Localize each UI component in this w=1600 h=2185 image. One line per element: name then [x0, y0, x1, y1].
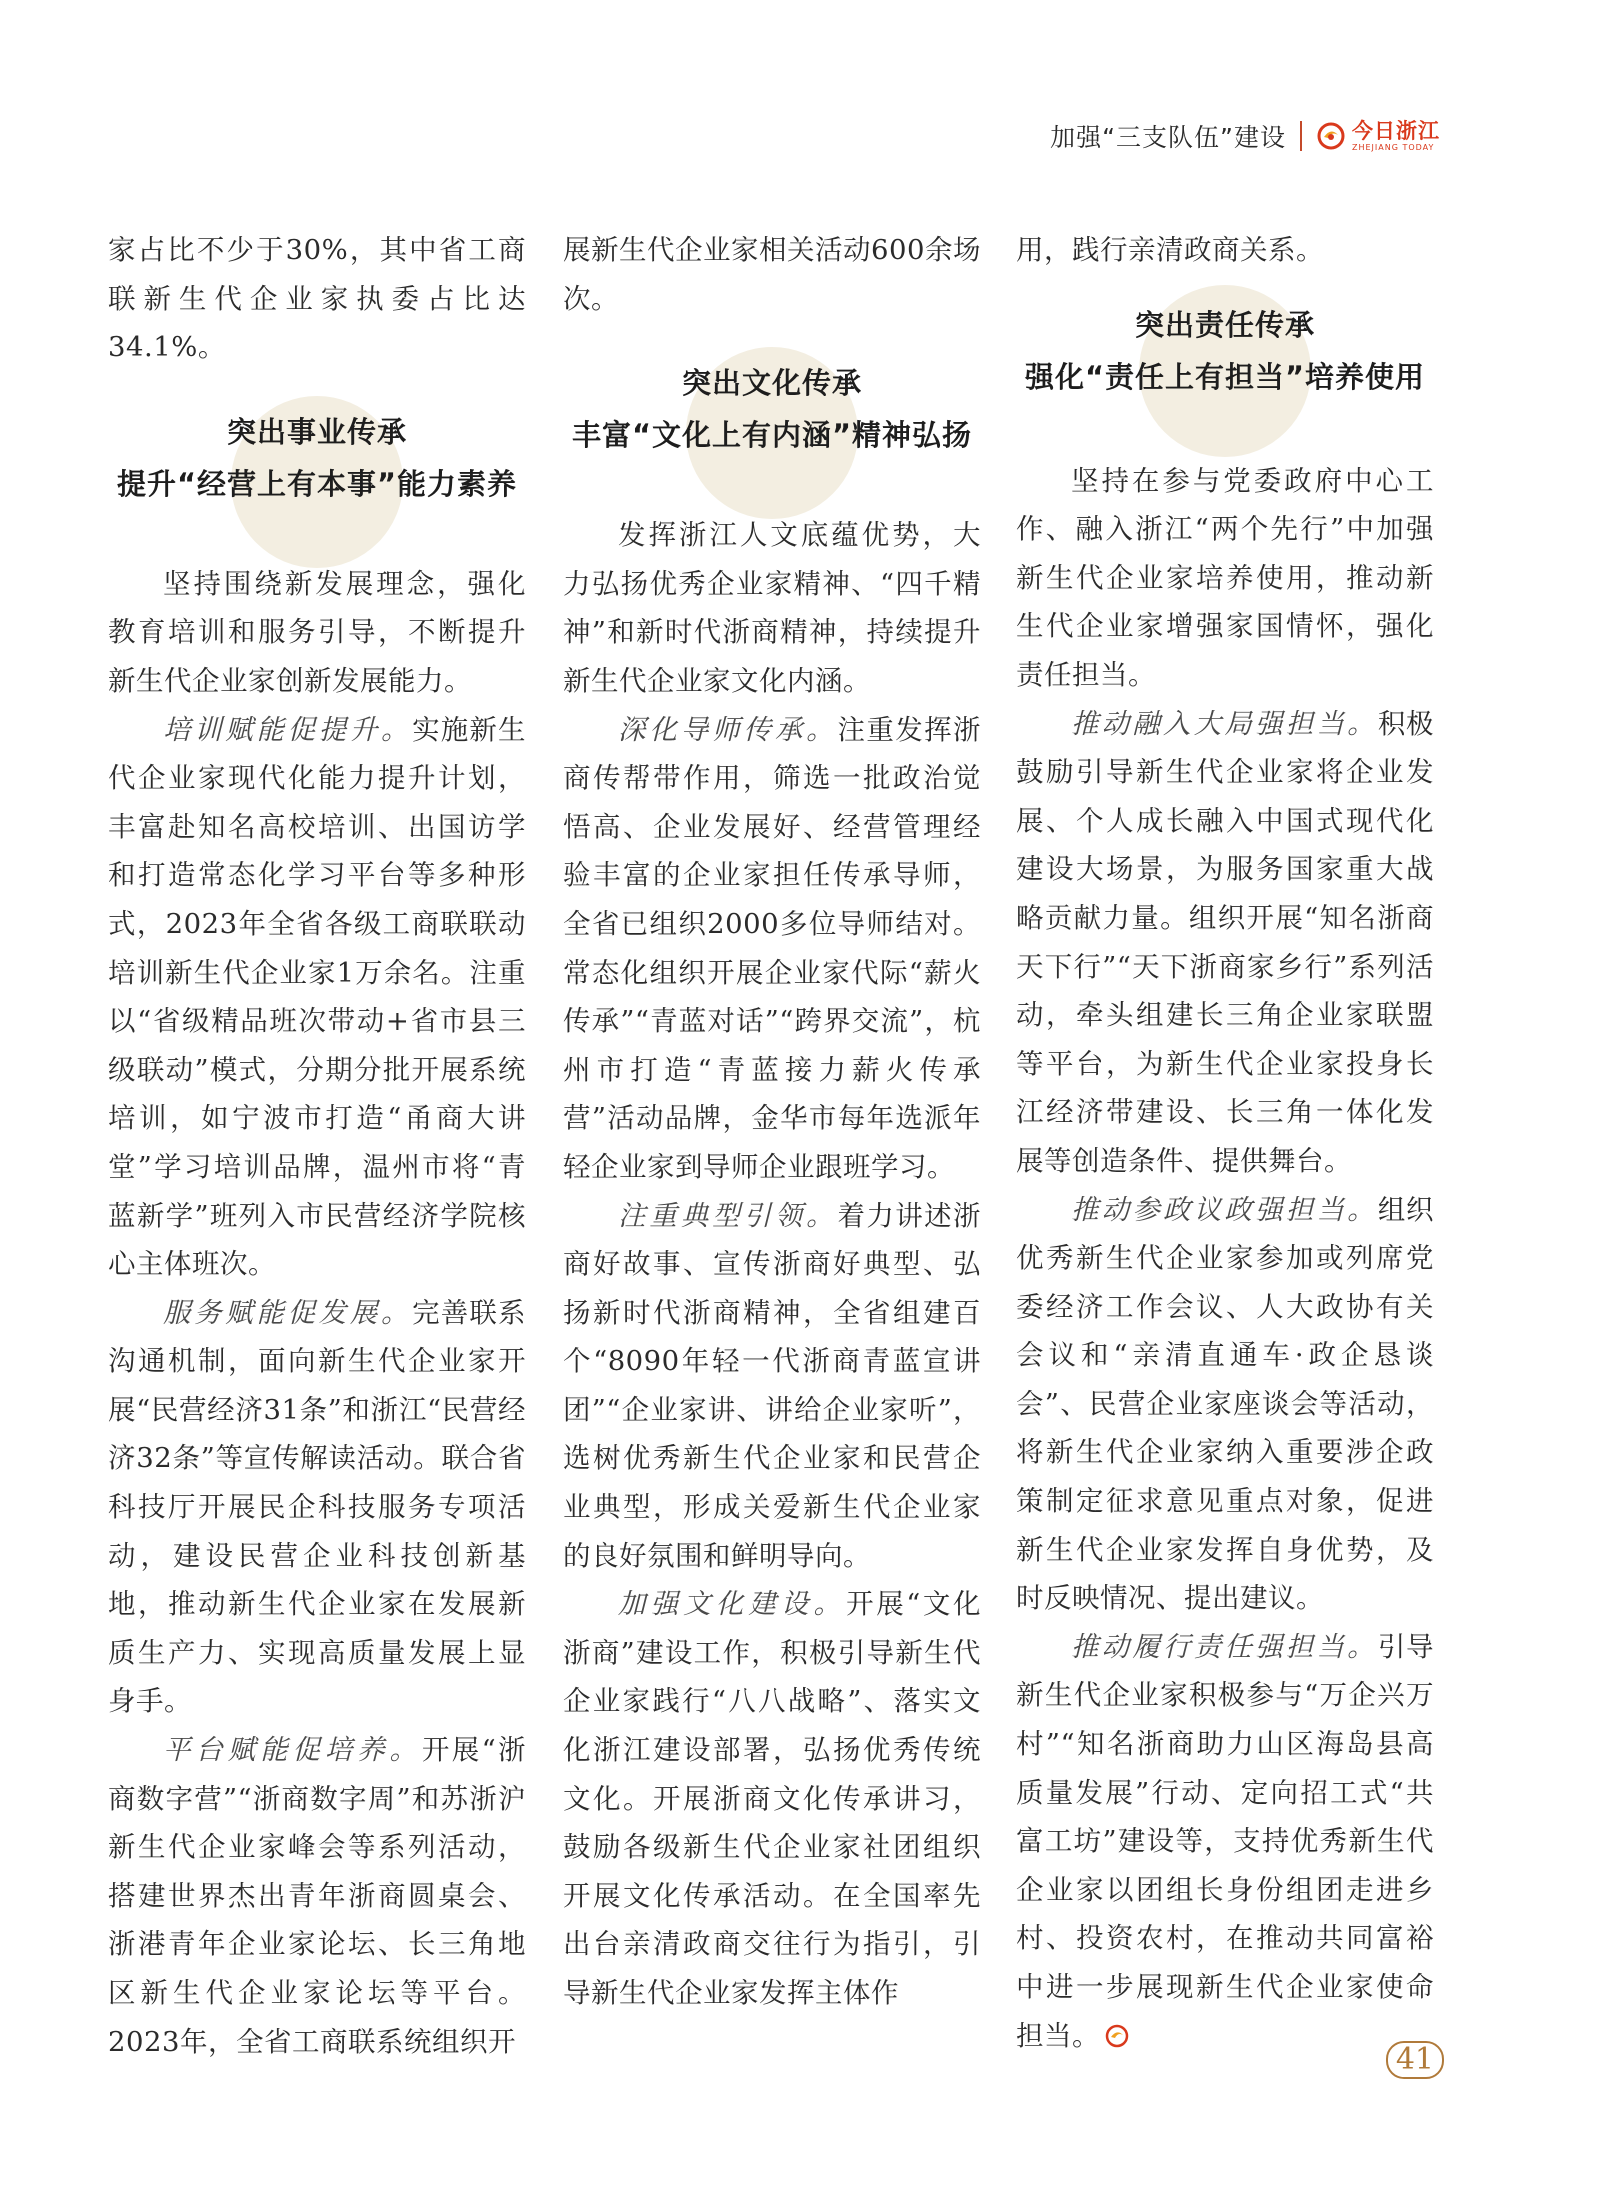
- page-number: 41: [1386, 2041, 1444, 2079]
- col2-paragraph-3: [563, 706, 981, 1192]
- col3-paragraph-1: 用，践行亲清政商关系。: [1016, 234, 1324, 266]
- col1-paragraph-4: [108, 1289, 526, 1726]
- col1-lead-3: 培训赋能促提升。: [163, 713, 413, 746]
- page-header: [1050, 118, 1440, 154]
- col2-body-4: 着力讲述浙商好故事、宣传浙商好典型、弘扬新时代浙商精神，全省组建百个“8090年轻一代浙商青蓝宣讲团”“企业家讲、讲给企业家听”，选树优秀新生代企业家和民营企业典型，形成关爱新生代企业家的良好氛围和鲜明导向。: [563, 1199, 982, 1572]
- col2-section-heading: [563, 357, 981, 471]
- col1-lead-4: 服务赋能促发展。: [163, 1296, 413, 1329]
- col3-heading-line-2: 强化“责任上有担当”培养使用: [1024, 359, 1426, 394]
- col2-lead-4: 注重典型引领。: [618, 1199, 838, 1232]
- col3-body-3: 积极鼓励引导新生代企业家将企业发展、个人成长融入中国式现代化建设大场景，为服务国家重大战略贡献力量。组织开展“知名浙商天下行”“天下浙商家乡行”系列活动，牵头组建长三角企业家联盟等平台，为新生代企业家投身长江经济带建设、长三角一体化发展等创造条件、提供舞台。: [1016, 707, 1435, 1177]
- col1-paragraph-1: 家占比不少于30%，其中省工商联新生代企业家执委占比达34.1%。: [108, 234, 526, 364]
- col1-heading-line-1: 突出事业传承: [226, 414, 407, 449]
- col3-section-heading: [1016, 299, 1434, 413]
- col2-paragraph-1: 展新生代企业家相关活动600余场次。: [563, 234, 981, 315]
- col2-heading-line-1: 突出文化传承: [681, 366, 862, 401]
- col1-paragraph-5: [108, 1726, 526, 2066]
- col3-lead-3: 推动融入大局强担当。: [1071, 707, 1378, 740]
- col3-paragraph-4: [1016, 1186, 1434, 1623]
- col2-paragraph-5: [563, 1580, 981, 2017]
- col1-paragraph-2: 坚持围绕新发展理念，强化教育培训和服务引导，不断提升新生代企业家创新发展能力。: [108, 567, 526, 697]
- col2-lead-3: 深化导师传承。: [618, 713, 838, 746]
- col2-body-3: 注重发挥浙商传帮带作用，筛选一批政治觉悟高、企业发展好、经营管理经验丰富的企业家担任传承导师，全省已组织2000多位导师结对。常态化组织开展企业家代际“薪火传承”“青蓝对话”“跨界交流”，杭州市打造“青蓝接力薪火传承营”活动品牌，金华市每年选派年轻企业家到导师企业跟班学习。: [563, 713, 982, 1183]
- col3-body-5: 引导新生代企业家积极参与“万企兴万村”“知名浙商助力山区海岛县高质量发展”行动、定向招工式“共富工坊”建设等，支持优秀新生代企业家以团组长身份组团走进乡村、投资农村，在推动共同富裕中进一步展现新生代企业家使命担当。: [1016, 1630, 1435, 2052]
- col2-body-5: 开展“文化浙商”建设工作，积极引导新生代企业家践行“八八战略”、落实文化浙江建设部署，弘扬优秀传统文化。开展浙商文化传承讲习，鼓励各级新生代企业家社团组织开展文化传承活动。在全国率先出台亲清政商交往行为指引，引导新生代企业家发挥主体作: [563, 1588, 982, 2009]
- article-end-mark-icon: [1104, 2023, 1130, 2049]
- column-2: [563, 226, 981, 2018]
- brand-logo: [1316, 118, 1440, 152]
- col1-body-4: 完善联系沟通机制，面向新生代企业家开展“民营经济31条”和浙江“民营经济32条”等宣传解读活动。联合省科技厅开展民企科技服务专项活动，建设民营企业科技创新基地，推动新生代企业家在发展新质生产力、实现高质量发展上显身手。: [108, 1296, 527, 1718]
- col3-paragraph-2: 坚持在参与党委政府中心工作、融入浙江“两个先行”中加强新生代企业家培养使用，推动新生代企业家增强家国情怀，强化责任担当。: [1016, 464, 1434, 691]
- section-title: 加强“三支队伍”建设: [1050, 123, 1286, 152]
- col2-heading-line-2: 丰富“文化上有内涵”精神弘扬: [571, 418, 973, 453]
- column-1: [108, 226, 526, 2066]
- brand-name-cn: 今日浙江: [1352, 118, 1440, 143]
- col1-lead-5: 平台赋能促培养。: [163, 1734, 422, 1767]
- col3-lead-5: 推动履行责任强担当。: [1071, 1630, 1378, 1663]
- col2-paragraph-2: 发挥浙江人文底蕴优势，大力弘扬优秀企业家精神、“四千精神”和新时代浙商精神，持续提升新生代企业家文化内涵。: [563, 519, 981, 697]
- col1-section-heading: [108, 406, 526, 520]
- column-3: [1016, 226, 1434, 2060]
- brand-name-en: ZHEJIANG TODAY: [1352, 142, 1435, 152]
- col2-paragraph-4: [563, 1192, 981, 1581]
- col3-heading-line-1: 突出责任传承: [1134, 307, 1315, 342]
- sun-swirl-logo-icon: [1316, 121, 1346, 151]
- col1-paragraph-3: [108, 706, 526, 1289]
- col2-lead-5: 加强文化建设。: [618, 1588, 847, 1621]
- header-divider: [1300, 121, 1302, 151]
- col3-lead-4: 推动参政议政强担当。: [1071, 1193, 1378, 1226]
- col1-heading-line-2: 提升“经营上有本事”能力素养: [116, 466, 518, 501]
- col1-body-5: 开展“浙商数字营”“浙商数字周”和苏浙沪新生代企业家峰会等系列活动，搭建世界杰出青年浙商圆桌会、浙港青年企业家论坛、长三角地区新生代企业家论坛等平台。2023年，全省工商联系统组织开: [108, 1734, 527, 2058]
- col1-body-3: 实施新生代企业家现代化能力提升计划，丰富赴知名高校培训、出国访学和打造常态化学习平台等多种形式，2023年全省各级工商联联动培训新生代企业家1万余名。注重以“省级精品班次带动+省市县三级联动”模式，分期分批开展系统培训，如宁波市打造“甬商大讲堂”学习培训品牌，温州市将“青蓝新学”班列入市民营经济学院核心主体班次。: [108, 713, 527, 1281]
- col3-paragraph-5: [1016, 1623, 1434, 2060]
- col3-paragraph-3: [1016, 700, 1434, 1186]
- col3-body-4: 组织优秀新生代企业家参加或列席党委经济工作会议、人大政协有关会议和“亲清直通车·政企恳谈会”、民营企业家座谈会等活动，将新生代企业家纳入重要涉企政策制定征求意见重点对象，促进新生代企业家发挥自身优势，及时反映情况、提出建议。: [1016, 1193, 1435, 1615]
